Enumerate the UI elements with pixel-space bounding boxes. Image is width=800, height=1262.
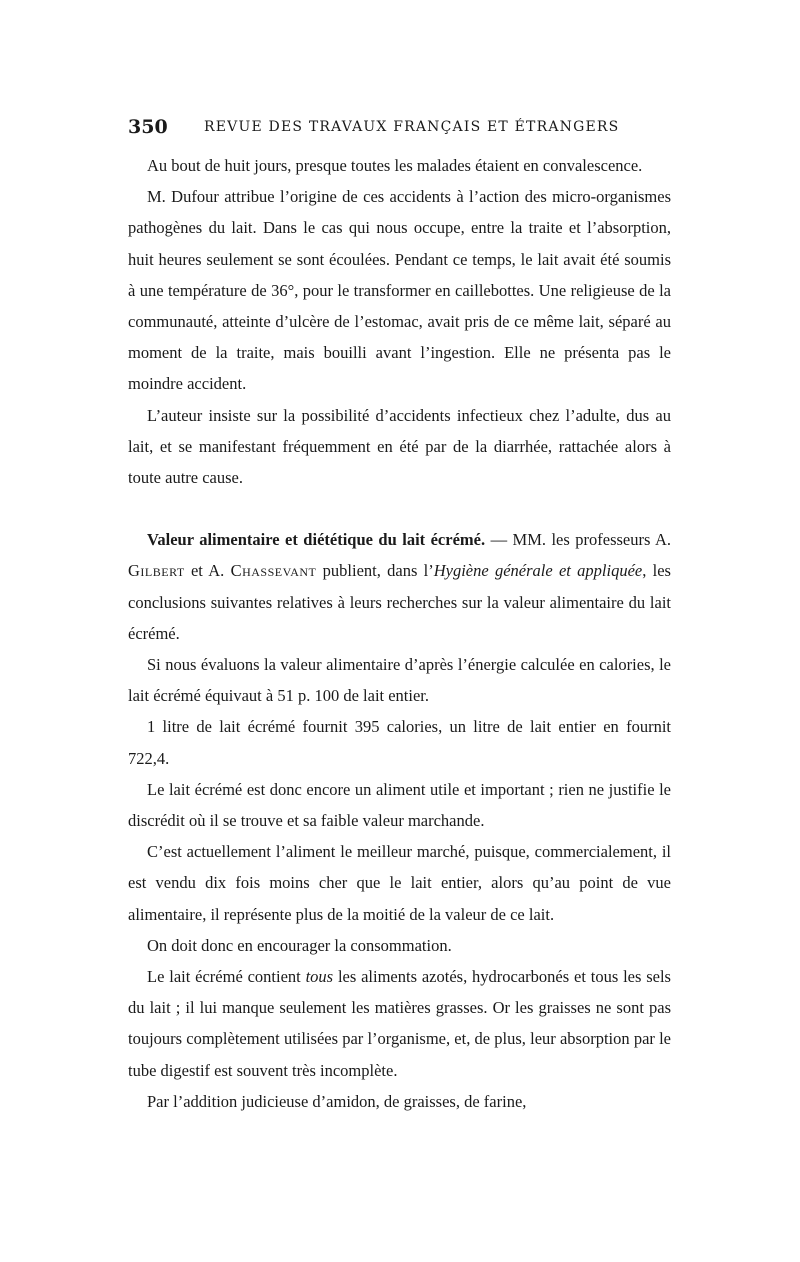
p10-emphasis: tous: [305, 967, 334, 987]
section-title: Valeur alimentaire et diététique du lait écrémé.: [147, 530, 486, 550]
section-paragraph: [128, 524, 671, 649]
section-mid: publient, dans l’: [316, 561, 434, 581]
paragraph-5: Si nous évaluons la valeur alimentaire d’après l’énergie calculée en calories, le lait écrémé équivaut à 51 p. 100 de lait entier.: [128, 655, 671, 706]
page-number: 350: [128, 116, 168, 138]
paragraph-7: Le lait écrémé est donc encore un aliment utile et important ; rien ne justifie le discrédit où il se trouve et sa faible valeur marchande.: [128, 779, 671, 831]
p10-b: les aliments azotés, hydrocarbonés et tous les sels du lait ; il lui manque seulement les matières grasses. Or les graisses ne sont pas toujours complètement utilisées par l’organisme, et, de plus, leur absorption par le tube digestif est souvent très incomplète.: [128, 967, 671, 1080]
paragraph-3: L’auteur insiste sur la possibilité d’accidents infectieux chez l’adulte, dus au lait, et se manifestant fréquemment en été par de la diarrhée, rattachée alors à toute autre cause.: [128, 405, 671, 488]
section-and: et A.: [184, 561, 231, 581]
paragraph-9: On doit donc en encourager la consommation.: [147, 935, 452, 955]
author-gilbert: Gilbert: [128, 561, 185, 581]
author-chassevant: Chassevant: [230, 561, 317, 581]
p10-a: Le lait écrémé contient: [147, 967, 306, 987]
running-title: REVUE DES TRAVAUX FRANÇAIS ET ÉTRANGERS: [204, 119, 620, 135]
paragraph-10: [128, 961, 671, 1086]
section-rest: , les conclusions suivantes relatives à leurs recherches sur la valeur alimentaire du lait écrémé.: [128, 561, 671, 643]
paragraph-2: M. Dufour attribue l’origine de ces accidents à l’action des micro-organismes pathogènes du lait. Dans le cas qui nous occupe, entre la traite et l’absorption, huit heures seulement se sont écoulées. Pendant ce temps, le lait avait été soumis à une température de 36°, pour le transformer en caillebottes. Une religieuse de la communauté, atteinte d’ulcère de l’estomac, avait pris de ce même lait, séparé au moment de la traite, mais bouilli avant l’ingestion. Elle ne présenta pas le moindre accident.: [128, 187, 671, 394]
paragraph-11: Par l’addition judicieuse d’amidon, de graisses, de farine,: [147, 1091, 527, 1111]
page-header: [128, 116, 668, 140]
journal-title: Hygiène générale et appliquée: [433, 561, 643, 581]
paragraph-6: 1 litre de lait écrémé fournit 395 calories, un litre de lait entier en fournit 722,4.: [128, 717, 671, 768]
section-lead: — MM. les professeurs A.: [485, 530, 671, 550]
paragraph-8: C’est actuellement l’aliment le meilleur marché, puisque, commercialement, il est vendu dix fois moins cher que le lait entier, alors qu’au point de vue alimentaire, il représente plus de la moitié de la valeur de ce lait.: [128, 842, 671, 924]
section-gap: [128, 493, 671, 524]
paragraph-1: Au bout de huit jours, presque toutes les malades étaient en convalescence.: [147, 156, 643, 175]
page-body: [128, 150, 671, 1117]
